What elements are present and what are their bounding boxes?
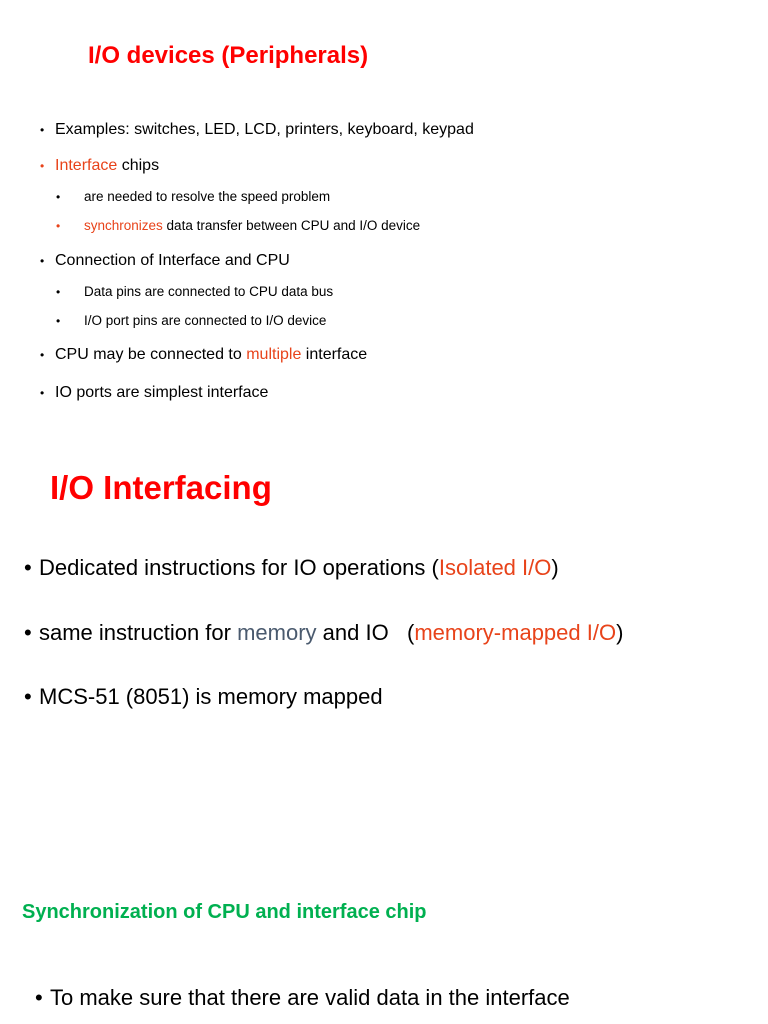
subbullet-io-pins-text: I/O port pins are connected to I/O device xyxy=(84,313,327,328)
sync-highlight: synchronizes xyxy=(84,218,163,233)
bullet-mcs51 xyxy=(24,684,383,710)
bullet-interface-chips xyxy=(40,157,159,175)
bullet-valid-data-text: To make sure that there are valid data in the interface xyxy=(50,985,570,1010)
subbullet-data-pins-text: Data pins are connected to CPU data bus xyxy=(84,284,334,299)
bullet-cpu-multiple xyxy=(40,346,367,364)
same-mid: and IO ( xyxy=(316,620,415,645)
bullet-dot: • xyxy=(35,985,43,1010)
bullet-mcs51-text: MCS-51 (8051) is memory mapped xyxy=(39,684,383,709)
bullet-dot: • xyxy=(40,386,45,400)
interface-highlight: Interface xyxy=(55,157,118,174)
bullet-connection xyxy=(40,252,290,270)
bullet-dot: • xyxy=(40,123,45,137)
interface-rest: chips xyxy=(117,157,160,174)
bullet-io-ports-text: IO ports are simplest interface xyxy=(55,384,269,401)
bullet-valid-data xyxy=(35,985,570,1011)
dedicated-pre: Dedicated instructions for IO operations ( xyxy=(39,555,439,580)
subbullet-data-pins xyxy=(56,284,333,299)
slide1-title: I/O devices (Peripherals) xyxy=(88,42,369,69)
bullet-same-instruction xyxy=(24,620,623,646)
bullet-dot: • xyxy=(40,159,45,173)
slide2-title: I/O Interfacing xyxy=(50,469,272,506)
bullet-dot: • xyxy=(40,348,45,362)
subbullet-sync xyxy=(56,218,420,233)
bullet-dedicated xyxy=(24,555,559,581)
bullet-examples-text: Examples: switches, LED, LCD, printers, keyboard, keypad xyxy=(55,121,474,138)
bullet-io-ports xyxy=(40,384,268,402)
bullet-examples xyxy=(40,121,474,139)
subbullet-io-pins xyxy=(56,313,326,328)
memory-highlight: memory xyxy=(237,620,317,645)
dedicated-post: ) xyxy=(551,555,559,580)
bullet-dot: • xyxy=(24,684,32,709)
slide3-title: Synchronization of CPU and interface chip xyxy=(22,901,427,923)
bullet-dot: • xyxy=(56,314,61,328)
subbullet-speed xyxy=(56,189,330,204)
cpu-post: interface xyxy=(301,346,368,363)
bullet-dot: • xyxy=(56,190,61,204)
bullet-dot: • xyxy=(24,620,32,645)
bullet-connection-text: Connection of Interface and CPU xyxy=(55,252,290,269)
same-post: ) xyxy=(616,620,624,645)
bullet-dot: • xyxy=(24,555,32,580)
subbullet-speed-text: are needed to resolve the speed problem xyxy=(84,189,331,204)
same-pre: same instruction for xyxy=(39,620,238,645)
sync-rest: data transfer between CPU and I/O device xyxy=(162,218,421,233)
multiple-highlight: multiple xyxy=(246,346,302,363)
bullet-dot: • xyxy=(56,219,61,233)
bullet-dot: • xyxy=(40,254,45,268)
bullet-dot: • xyxy=(56,285,61,299)
cpu-pre: CPU may be connected to xyxy=(55,346,247,363)
isolated-io-highlight: Isolated I/O xyxy=(438,555,552,580)
memory-mapped-highlight: memory-mapped I/O xyxy=(414,620,617,645)
